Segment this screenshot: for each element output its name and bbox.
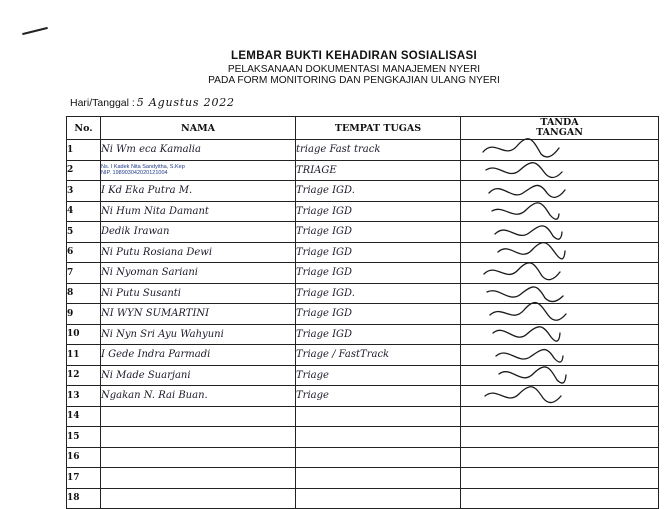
header-ttd-line-1: TANDA	[540, 117, 579, 128]
subtitle-line-1: PELAKSANAAN DOKUMENTASI MANAJEMEN NYERI	[227, 64, 481, 75]
pen-mark	[22, 27, 48, 35]
name-stamp-line-1: Ns. I Kadek Nita Sandyitha, S.Kep	[101, 164, 185, 171]
workplace-cell: Triage / FastTrack	[296, 345, 461, 366]
name-cell	[101, 468, 296, 489]
attendance-table	[66, 116, 659, 509]
workplace-cell: Triage IGD	[296, 263, 461, 284]
workplace-cell: Triage IGD	[296, 242, 461, 263]
workplace-cell: Triage IGD	[296, 222, 461, 243]
row-number: 17	[67, 468, 101, 489]
row-number: 14	[67, 406, 101, 427]
table-row	[67, 427, 659, 448]
date-label: Hari/Tanggal :	[70, 97, 135, 109]
header-no: No.	[67, 117, 101, 140]
name-cell: Ni Nyoman Sariani	[101, 263, 296, 284]
row-number: 15	[67, 427, 101, 448]
name-cell: NI WYN SUMARTINI	[101, 304, 296, 325]
row-number: 8	[67, 283, 101, 304]
document-title: LEMBAR BUKTI KEHADIRAN SOSIALISASI	[231, 50, 477, 62]
workplace-cell: Triage	[296, 386, 461, 407]
row-number: 7	[67, 263, 101, 284]
header-tempat: TEMPAT TUGAS	[296, 117, 461, 140]
name-cell: Dedik Irawan	[101, 222, 296, 243]
signature-cell	[461, 427, 659, 448]
workplace-cell: Triage IGD.	[296, 181, 461, 202]
row-number: 9	[67, 304, 101, 325]
document-subtitle	[18, 64, 672, 86]
workplace-cell	[296, 468, 461, 489]
name-cell	[101, 406, 296, 427]
row-number: 12	[67, 365, 101, 386]
workplace-cell: Triage	[296, 365, 461, 386]
signature-cell	[461, 447, 659, 468]
date-value: 5 Agustus 2022	[136, 96, 235, 109]
row-number: 1	[67, 140, 101, 161]
table-row	[67, 406, 659, 427]
table-row	[67, 468, 659, 489]
name-cell: Ni Putu Susanti	[101, 283, 296, 304]
row-number: 16	[67, 447, 101, 468]
row-number: 10	[67, 324, 101, 345]
table-row	[67, 386, 659, 407]
workplace-cell: Triage IGD.	[296, 283, 461, 304]
workplace-cell: Triage IGD	[296, 201, 461, 222]
name-cell	[101, 160, 296, 181]
table-row	[67, 488, 659, 509]
signature-cell	[461, 488, 659, 509]
row-number: 2	[67, 160, 101, 181]
name-cell: I Gede Indra Parmadi	[101, 345, 296, 366]
workplace-cell: TRIAGE	[296, 160, 461, 181]
name-cell: Ni Nyn Sri Ayu Wahyuni	[101, 324, 296, 345]
row-number: 6	[67, 242, 101, 263]
name-cell: Ni Wm eca Kamalia	[101, 140, 296, 161]
name-cell: Ni Hum Nita Damant	[101, 201, 296, 222]
workplace-cell	[296, 447, 461, 468]
handwritten-signature	[471, 382, 591, 408]
name-cell: Ni Putu Rosiana Dewi	[101, 242, 296, 263]
table-row	[67, 447, 659, 468]
signature-cell	[461, 468, 659, 489]
row-number: 4	[67, 201, 101, 222]
name-cell: Ngakan N. Rai Buan.	[101, 386, 296, 407]
name-cell	[101, 427, 296, 448]
name-cell	[101, 447, 296, 468]
row-number: 13	[67, 386, 101, 407]
signature-cell	[461, 386, 659, 407]
name-cell: I Kd Eka Putra M.	[101, 181, 296, 202]
name-cell: Ni Made Suarjani	[101, 365, 296, 386]
name-cell	[101, 488, 296, 509]
row-number: 11	[67, 345, 101, 366]
row-number: 18	[67, 488, 101, 509]
date-row	[70, 96, 235, 109]
header-ttd-line-2: TANGAN	[536, 127, 583, 138]
row-number: 3	[67, 181, 101, 202]
workplace-cell: Triage IGD	[296, 304, 461, 325]
header-nama: NAMA	[101, 117, 296, 140]
workplace-cell	[296, 427, 461, 448]
name-stamp-line-2: NIP. 198903042020121004	[101, 170, 168, 177]
workplace-cell	[296, 406, 461, 427]
workplace-cell: triage Fast track	[296, 140, 461, 161]
row-number: 5	[67, 222, 101, 243]
subtitle-line-2: PADA FORM MONITORING DAN PENGKAJIAN ULANG NYERI	[208, 75, 500, 86]
workplace-cell	[296, 488, 461, 509]
signature-cell	[461, 406, 659, 427]
workplace-cell: Triage IGD	[296, 324, 461, 345]
